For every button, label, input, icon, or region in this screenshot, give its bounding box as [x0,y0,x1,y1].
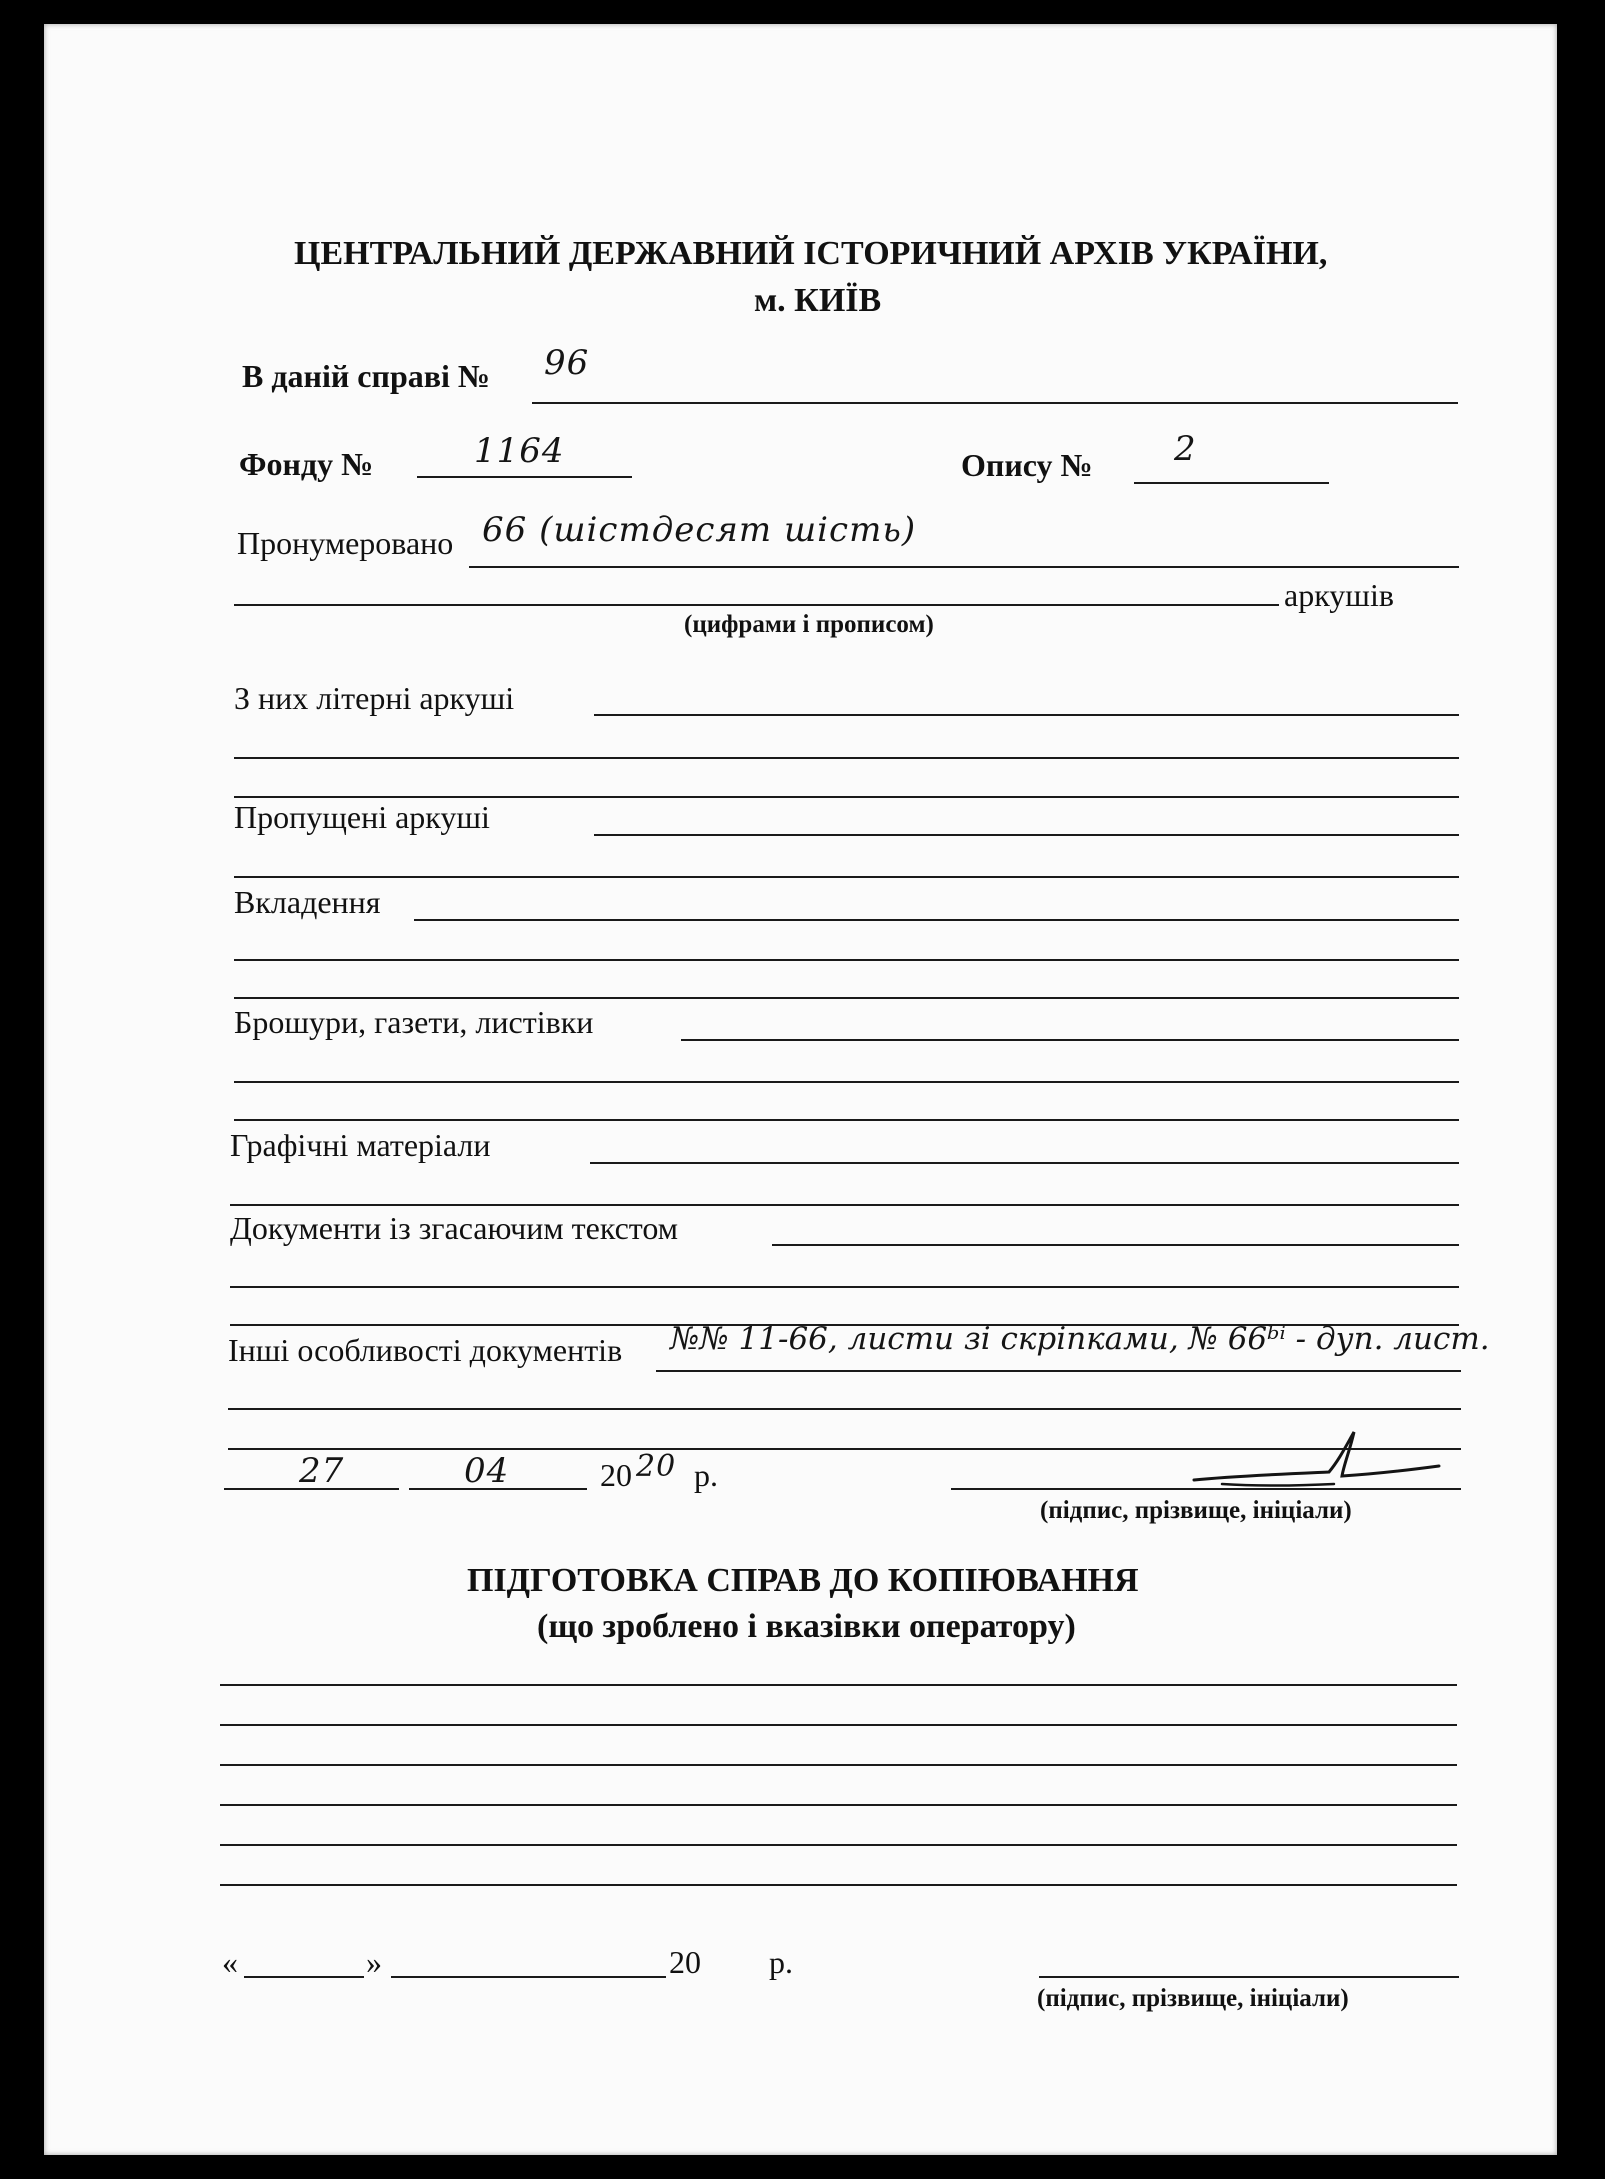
litera-line [594,714,1459,716]
date2-day-line [244,1976,364,1978]
date1-year-prefix: 20 [600,1457,632,1493]
other-label: Інші особливості документів [228,1332,623,1368]
brochures-label: Брошури, газети, листівки [234,1004,594,1040]
case-number-label: В даній справі № [242,358,491,394]
prep-subtitle: (що зроблено і вказівки оператору) [537,1608,1076,1645]
header-city: м. КИЇВ [754,282,882,319]
prep-title: ПІДГОТОВКА СПРАВ ДО КОПІЮВАННЯ [467,1562,1139,1599]
litera-line-2 [234,757,1459,759]
date2-close-quote: » [366,1944,382,1980]
attachments-line-3 [234,997,1459,999]
fond-value: 1164 [474,431,565,471]
signature1-hint: (підпис, прізвище, ініціали) [1040,1497,1352,1524]
numbered-suffix: аркушів [1284,577,1394,613]
other-value: №№ 11-66, листи зі скріпками, № 66ᵇⁱ - дуп. лист. [670,1321,1490,1357]
fading-label: Документи із згасаючим текстом [230,1210,678,1246]
other-line-2 [228,1408,1461,1410]
signature1-line [951,1488,1461,1490]
date2-month-line [391,1976,666,1978]
opys-label: Опису № [961,447,1093,483]
signature-scribble [1174,1424,1444,1504]
brochures-line [681,1039,1459,1041]
attachments-line-2 [234,959,1459,961]
graphics-line-2 [230,1204,1459,1206]
litera-label: З них літерні аркуші [234,680,515,716]
date1-r: р. [694,1457,718,1493]
numbered-line-2 [234,604,1279,606]
signature2-hint: (підпис, прізвище, ініціали) [1037,1985,1349,2012]
skipped-line [594,834,1459,836]
brochures-line-2 [234,1081,1459,1083]
attachments-line [414,919,1459,921]
date1-month-line [409,1488,587,1490]
skipped-label: Пропущені аркуші [234,799,490,835]
case-number-value: 96 [544,343,590,383]
fond-label: Фонду № [239,446,374,482]
skipped-line-2 [234,876,1459,878]
graphics-label: Графічні матеріали [230,1127,491,1163]
date1-month: 04 [464,1451,510,1491]
prep-line-6 [220,1884,1457,1886]
scan-edge-shadow [44,24,1557,2155]
date1-day: 27 [299,1451,345,1491]
date2-r: р. [769,1944,793,1980]
fading-line-2 [230,1286,1459,1288]
date1-year-suffix: 20 [636,1449,677,1484]
numbered-value: 66 (шістдесят шість) [482,510,917,550]
attachments-label: Вкладення [234,884,381,920]
litera-line-3 [234,796,1459,798]
date2-year: 20 [669,1944,701,1980]
case-number-line [532,402,1458,404]
header-archive-name: ЦЕНТРАЛЬНИЙ ДЕРЖАВНИЙ ІСТОРИЧНИЙ АРХІВ УКРАЇНИ, [294,235,1328,272]
prep-line-2 [220,1724,1457,1726]
numbered-line [469,566,1459,568]
fond-line [417,476,632,478]
signature2-line [1039,1976,1459,1978]
date2-open-quote: « [222,1944,238,1980]
prep-line-5 [220,1844,1457,1846]
graphics-line [590,1162,1459,1164]
opys-value: 2 [1174,429,1197,469]
archive-form-sheet [44,24,1557,2155]
prep-line-3 [220,1764,1457,1766]
prep-line-4 [220,1804,1457,1806]
prep-line-1 [220,1684,1457,1686]
numbered-label: Пронумеровано [237,525,454,561]
other-line [656,1370,1461,1372]
fading-line [772,1244,1459,1246]
numbered-hint: (цифрами і прописом) [684,611,934,638]
brochures-line-3 [234,1119,1459,1121]
opys-line [1134,482,1329,484]
date1-day-line [224,1488,399,1490]
